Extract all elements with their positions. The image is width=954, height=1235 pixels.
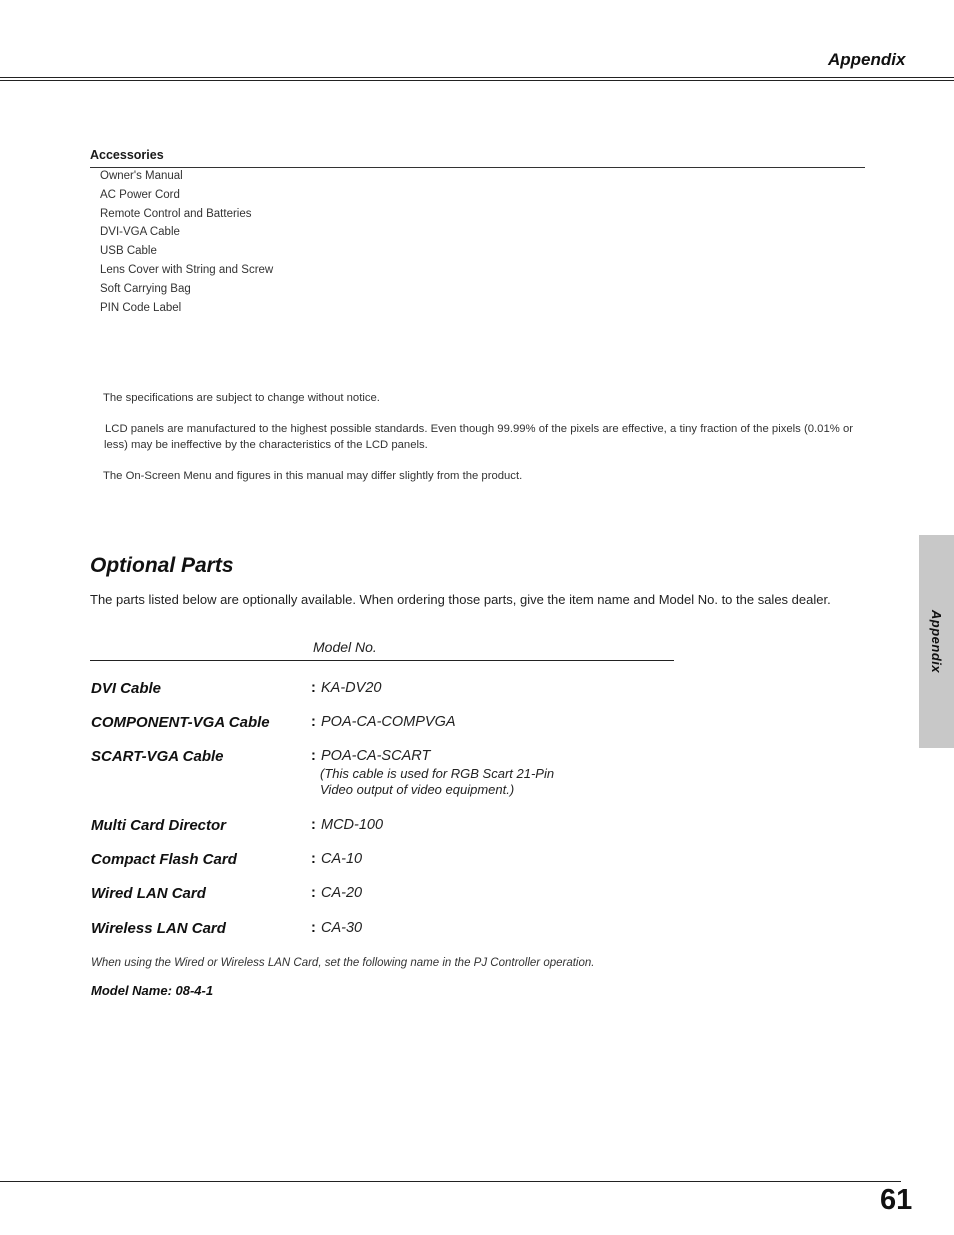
scart-note-line: Video output of video equipment.) — [320, 782, 515, 797]
accessories-list — [100, 167, 273, 317]
part-name: COMPONENT-VGA Cable — [91, 714, 270, 731]
part-separator: : — [311, 851, 316, 867]
part-model: CA-30 — [321, 920, 363, 936]
header-rule-secondary — [0, 80, 954, 81]
part-name: SCART-VGA Cable — [91, 748, 224, 765]
scart-note-line: (This cable is used for RGB Scart 21-Pin — [320, 766, 555, 781]
parts-table-rule — [90, 660, 674, 661]
model-no-header: Model No. — [313, 639, 377, 655]
lan-card-note: When using the Wired or Wireless LAN Card, set the following name in the PJ Controller operation. — [91, 957, 595, 969]
section-title: Appendix — [828, 50, 906, 69]
part-separator: : — [311, 680, 316, 696]
part-name: DVI Cable — [91, 680, 162, 697]
side-tab-label-wrapper — [919, 535, 954, 748]
page-number: 61 — [880, 1184, 913, 1216]
accessory-item: AC Power Cord — [100, 188, 180, 201]
scart-cable-note — [320, 766, 554, 798]
part-separator: : — [311, 748, 316, 764]
accessory-item: PIN Code Label — [100, 301, 182, 314]
note-lcd-panels: LCD panels are manufactured to the highest possible standards. Even though 99.99% of the pixels are effective, a tiny fraction of the pixels (0.01% or less) may be ineffective by the characteristics of the LCD panels. — [104, 422, 853, 451]
part-model: KA-DV20 — [321, 680, 382, 696]
part-separator: : — [311, 885, 316, 901]
part-model: POA-CA-SCART — [321, 748, 431, 764]
part-model: CA-10 — [321, 851, 363, 867]
accessories-heading: Accessories — [90, 148, 164, 162]
part-separator: : — [311, 920, 316, 936]
part-separator: : — [311, 714, 316, 730]
accessory-item: Owner's Manual — [100, 170, 183, 182]
note-on-screen-menu: The On-Screen Menu and figures in this manual may differ slightly from the product. — [103, 469, 523, 482]
footer-rule — [0, 1181, 901, 1182]
notes-block — [103, 390, 853, 498]
header-rule — [0, 77, 954, 78]
part-name: Compact Flash Card — [91, 851, 237, 868]
part-name: Wireless LAN Card — [91, 920, 226, 937]
accessory-item: DVI-VGA Cable — [100, 226, 180, 239]
part-model: POA-CA-COMPVGA — [321, 714, 456, 730]
part-name: Wired LAN Card — [91, 885, 206, 902]
note-specifications: The specifications are subject to change without notice. — [103, 392, 380, 404]
accessory-item: Soft Carrying Bag — [100, 282, 191, 295]
part-name: Multi Card Director — [91, 817, 227, 834]
model-name: Model Name: 08-4-1 — [91, 983, 214, 998]
accessory-item: Remote Control and Batteries — [100, 207, 252, 220]
accessory-item: Lens Cover with String and Screw — [100, 263, 274, 276]
optional-parts-title: Optional Parts — [90, 554, 234, 577]
accessory-item: USB Cable — [100, 245, 157, 258]
part-model: MCD-100 — [321, 817, 384, 833]
optional-parts-intro: The parts listed below are optionally available. When ordering those parts, give the item name and Model No. to the sales dealer. — [90, 592, 831, 607]
part-separator: : — [311, 817, 316, 833]
part-model: CA-20 — [321, 885, 363, 901]
side-tab-label: Appendix — [929, 609, 945, 674]
